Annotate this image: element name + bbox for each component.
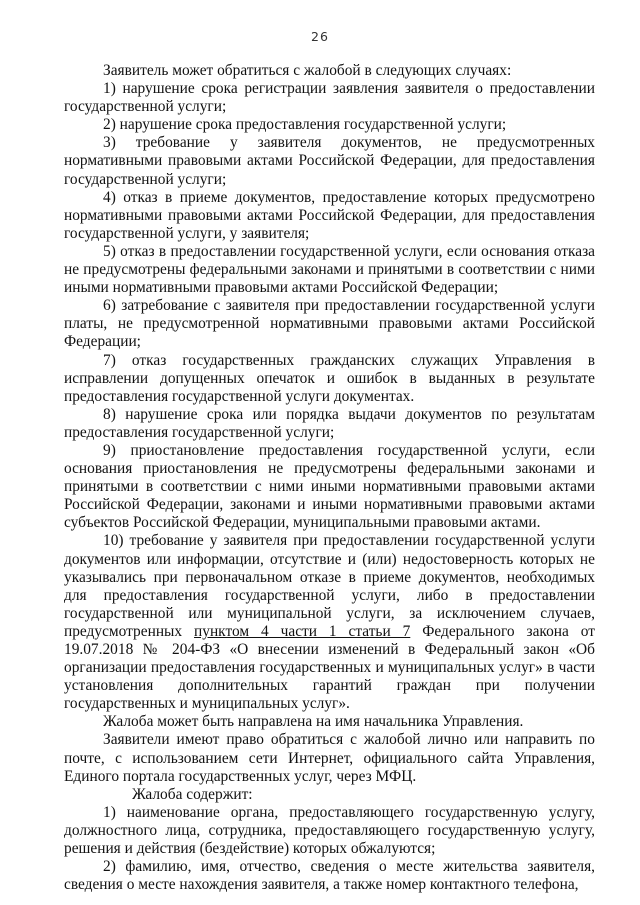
paragraph-item-3: 3) требование у заявителя документов, не предусмотренных нормативными правовыми актами Российской Федерации, для предоставления государственной услуги; bbox=[64, 134, 595, 188]
paragraph-item-10 bbox=[64, 532, 595, 713]
paragraph-item-8: 8) нарушение срока или порядка выдачи документов по результатам предоставления государственной услуги; bbox=[64, 405, 595, 441]
paragraph-intro: Заявитель может обратиться с жалобой в следующих случаях: bbox=[103, 62, 512, 79]
paragraph-item-7: 7) отказ государственных гражданских служащих Управления в исправлении допущенных опечаток и ошибок в выданных в результате предоставления государственной услуги документах. bbox=[64, 351, 595, 405]
item-10-text-after: Федерального закона от 19.07.2018 № 204-ФЗ «О внесении изменений в Федеральный закон «Об организации предоставления государственных и муниципальных услуг» в части установления дополнительных гарантий граждан при получении государственных и муниципальных услуг». bbox=[64, 622, 595, 713]
law-article-link[interactable]: пунктом 4 части 1 статьи 7 bbox=[194, 622, 411, 640]
paragraph-contents-1: 1) наименование органа, предоставляющего государственную услугу, должностного лица, сотрудника, предоставляющего государственную услугу, решения и действия (бездействие) которых обжалуются; bbox=[64, 803, 595, 858]
paragraph-item-6: 6) затребование с заявителя при предоставлении государственной услуги платы, не предусмотренной нормативными правовыми актами Российской Федерации; bbox=[64, 297, 595, 351]
document-body bbox=[64, 62, 595, 894]
paragraph-item-5: 5) отказ в предоставлении государственной услуги, если основания отказа не предусмотрены федеральными законами и принятыми в соответствии с ними иными нормативными правовыми актами Российской Федерации; bbox=[64, 242, 595, 297]
page-number: 26 bbox=[311, 29, 329, 44]
paragraph-contents-2: 2) фамилию, имя, отчество, сведения о месте жительства заявителя, сведения о месте нахождения заявителя, а также номер контактного телефона, bbox=[64, 858, 595, 894]
paragraph-contents: Жалоба содержит: bbox=[132, 785, 253, 803]
paragraph-item-9: 9) приостановление предоставления государственной услуги, если основания приостановления не предусмотрены федеральными законами и принятыми в соответствии с ними иными нормативными правовыми актами Российской Федерации, законами и иными нормативными правовыми актами субъектов Российской Федерации, муниципальными правовыми актами. bbox=[64, 441, 595, 532]
paragraph-item-4: 4) отказ в приеме документов, предоставление которых предусмотрено нормативными правовыми актами Российской Федерации, для предоставления государственной услуги, у заявителя; bbox=[64, 188, 595, 242]
paragraph-item-2: 2) нарушение срока предоставления государственной услуги; bbox=[103, 116, 507, 134]
paragraph-channels: Заявители имеют право обратиться с жалобой лично или направить по почте, с использованием сети Интернет, официального сайта Управления, Единого портала государственных услуг, через МФЦ. bbox=[64, 731, 595, 785]
paragraph-item-1: 1) нарушение срока регистрации заявления заявителя о предоставлении государственной услуги; bbox=[64, 80, 595, 116]
item-10-text-before: 10) требование у заявителя при предоставлении государственной услуги документов или информации, отсутствие и (или) недостоверность которых не указывались при первоначальном отказе в приеме документов, необходимых для предоставления государственной услуги, либо в предоставлении государственной или муниципальной услуги, за исключением случаев, предусмотренных bbox=[64, 532, 595, 640]
paragraph-addressee: Жалоба может быть направлена на имя начальника Управления. bbox=[103, 713, 524, 731]
